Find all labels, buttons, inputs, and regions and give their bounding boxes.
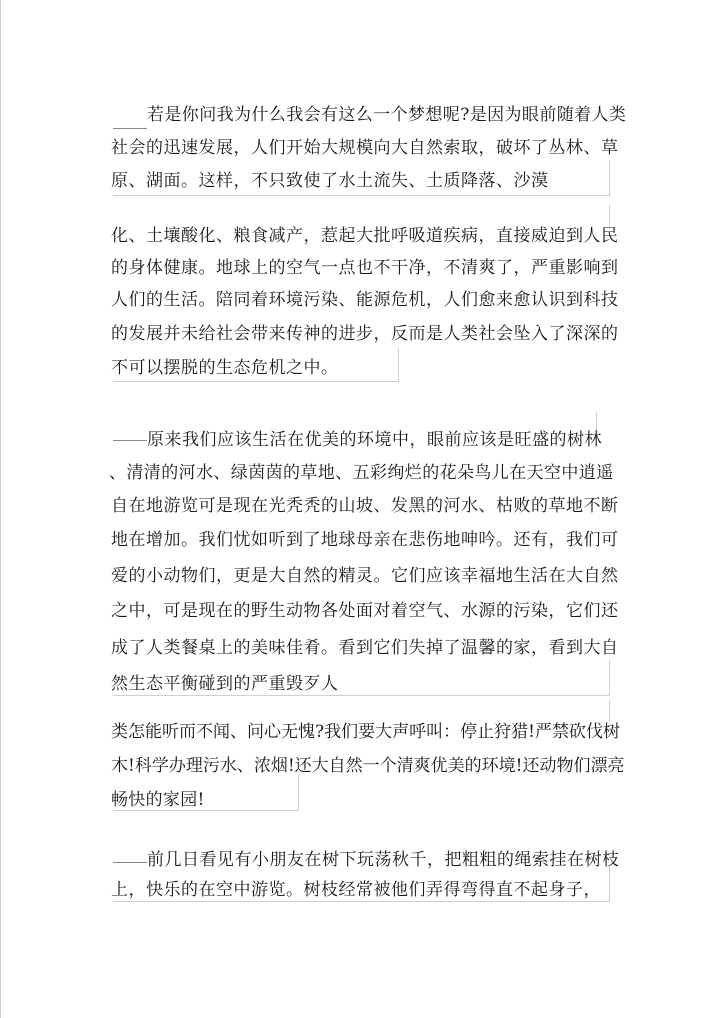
text-line: 自在地游览可是现在光秃秃的山坡、发黑的河水、枯败的草地不断 (111, 496, 619, 516)
text-line: 化、土壤酸化、粮食减产，惹起大批呼吸道疾病，直接威迫到人民 (111, 226, 619, 246)
text-line: 上，快乐的在空中游览。树枝经常被他们弄得弯得直不起身子， (111, 880, 601, 900)
line-frame (113, 348, 399, 382)
line-frame (113, 660, 610, 696)
text-line: 不可以摆脱的生态危机之中。 (111, 358, 339, 378)
text-line: 原来我们应该生活在优美的环境中，眼前应该是旺盛的树林 (147, 430, 602, 450)
text-line: 前几日看见有小朋友在树下玩荡秋千，把粗粗的绳索挂在树枝 (147, 850, 620, 870)
text-line: 原、湖面。这样，不只致使了水土流失、土质降落、沙漠 (111, 171, 549, 191)
text-line: 的身体健康。地球上的空气一点也不干净，不清爽了，严重影响到 (111, 258, 619, 278)
line-frame (113, 160, 610, 196)
text-line: 人们的生活。陪同着环境污染、能源危机，人们愈来愈认识到科技 (111, 290, 619, 310)
text-line: 类怎能听而不闻、问心无愧?我们要大声呼叫：停止狩猎!严禁砍伐树 (111, 722, 620, 742)
text-line: 之中，可是现在的野生动物各处面对着空气、水源的污染，它们还 (111, 601, 619, 621)
text-line: 木!科学办理污水、浓烟!还大自然一个清爽优美的环境!还动物们漂亮 (111, 756, 625, 776)
text-line: 若是你问我为什么我会有这么一个梦想呢?是因为眼前随着人类 (147, 105, 627, 125)
line-frame (113, 866, 610, 902)
text-line: 、清清的河水、绿茵茵的草地、五彩绚烂的花朵鸟儿在天空中逍遥 (109, 463, 614, 483)
text-line: 的发展并未给社会带来传神的进步，反而是人类社会坠入了深深的 (111, 324, 619, 344)
indent-mark (113, 128, 147, 129)
line-frame (113, 775, 299, 811)
indent-mark (113, 440, 147, 441)
line-frame (113, 700, 610, 722)
text-line: 然生态平衡碰到的严重毁歹人 (111, 674, 339, 694)
text-line: 地在增加。我们忧如听到了地球母亲在悲伤地呻吟。还有，我们可 (111, 530, 619, 550)
indent-mark (113, 862, 147, 863)
text-line: 畅快的家园! (111, 790, 205, 810)
text-line: 社会的迅速发展，人们开始大规模向大自然索取，破坏了丛林、草 (111, 138, 619, 158)
text-line: 爱的小动物们，更是大自然的精灵。它们应该幸福地生活在大自然 (111, 566, 619, 586)
text-line: 成了人类餐桌上的美味佳肴。看到它们失掉了温馨的家，看到大自 (111, 638, 619, 658)
